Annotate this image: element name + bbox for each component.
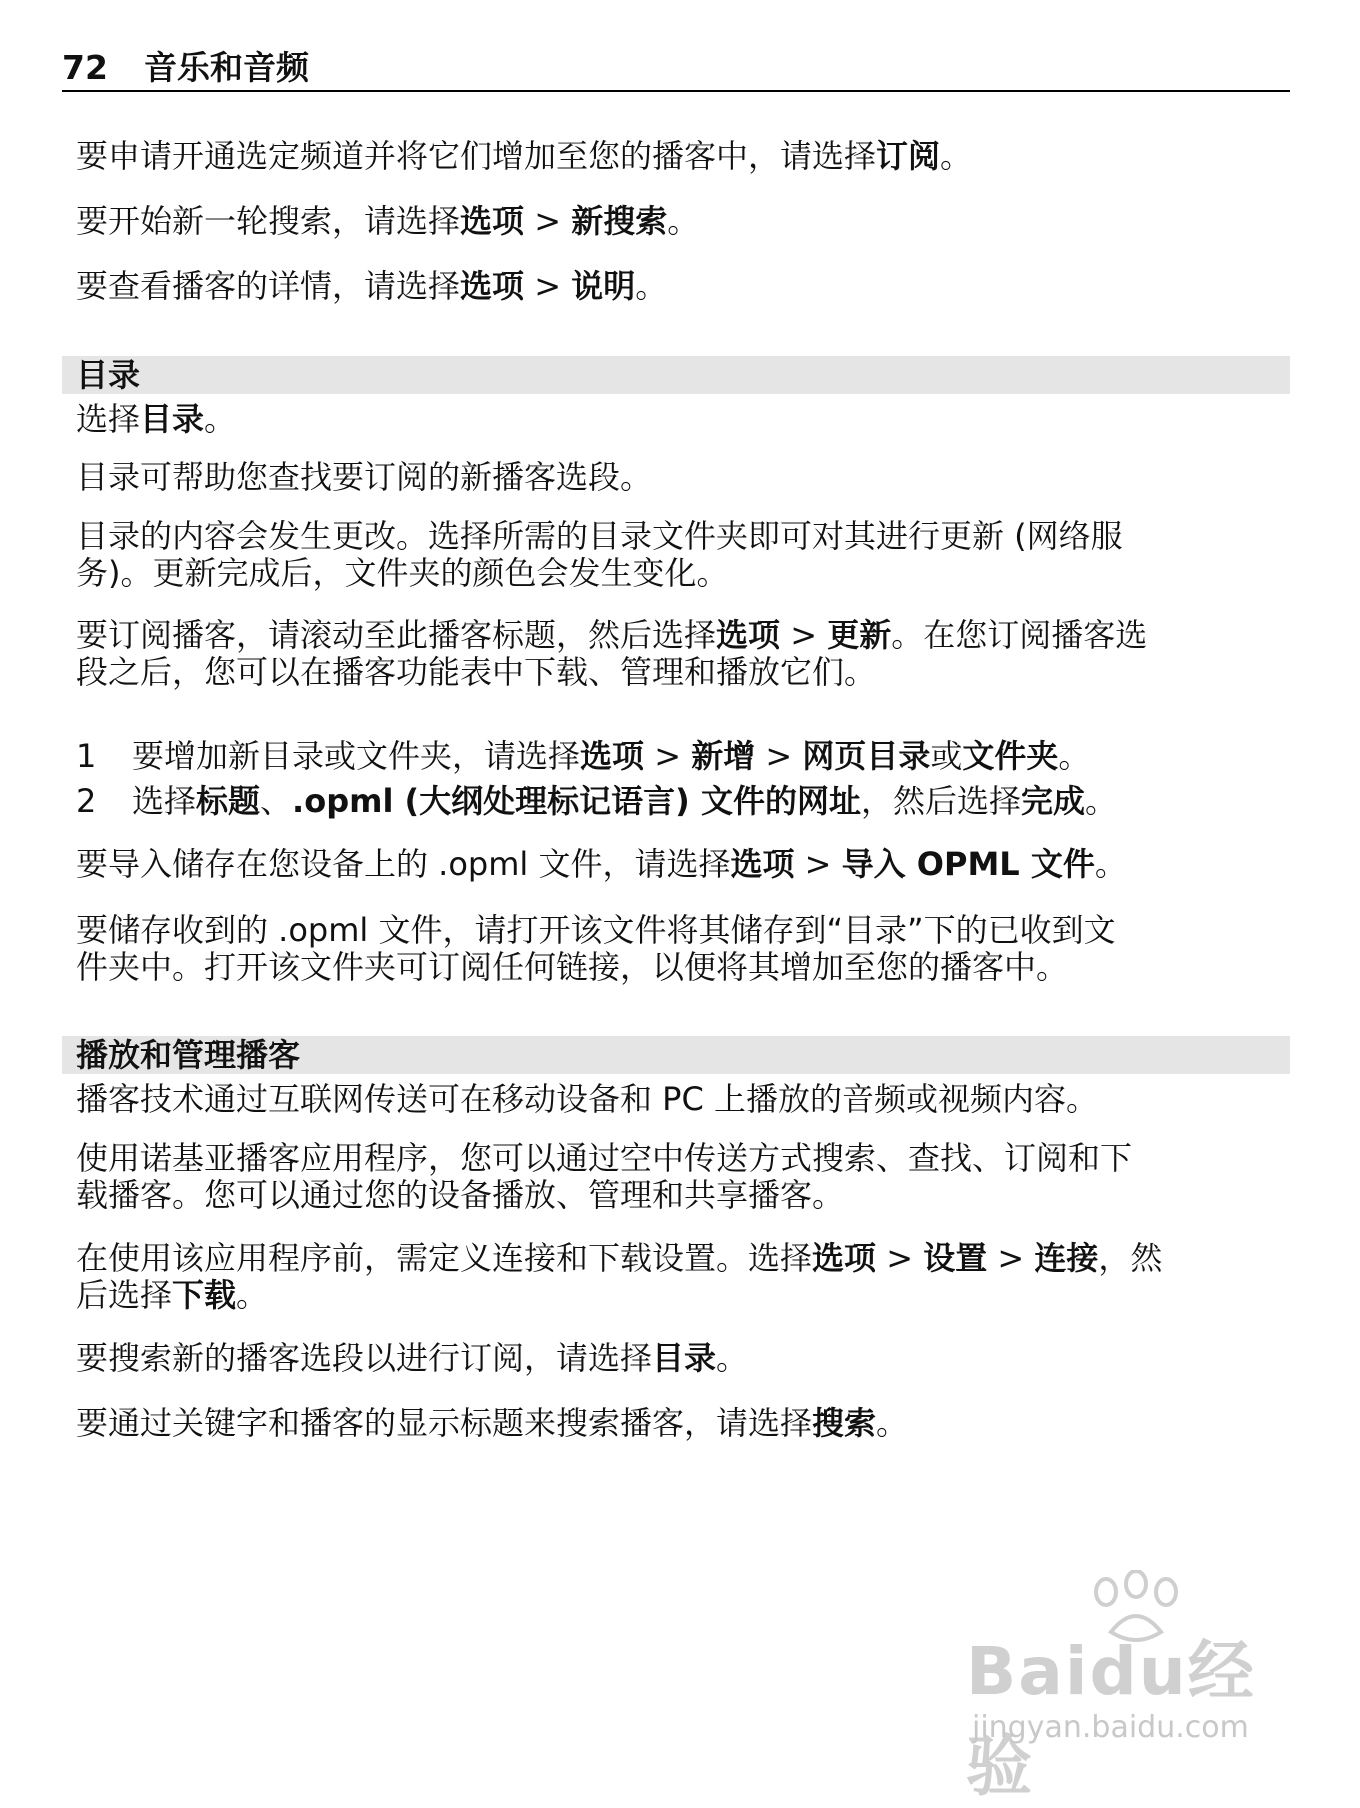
ui-term: 连接 [1034,1239,1099,1277]
text-run: > [524,202,572,240]
text-run: 目录的内容会发生更改。选择所需的目录文件夹即可对其进行更新 (网络服 [76,517,1123,555]
text-run: 要开始新一轮搜索，请选择 [76,202,461,240]
ui-term: 导入 OPML 文件 [841,845,1095,883]
step-number: 1 [76,737,97,775]
ui-term: 选项 [812,1239,877,1277]
section-paragraph [76,1275,1286,1316]
ui-term: 完成 [1020,782,1085,820]
page-header [62,48,1290,92]
text-run: 要申请开通选定频道并将它们增加至您的播客中，请选择 [76,137,877,175]
text-run: 务)。更新完成后，文件夹的颜色会发生变化。 [76,554,729,592]
section-paragraph [76,947,1286,988]
text-run: ，然后选择 [860,782,1021,820]
text-run: 、 [260,782,293,820]
text-run: 要储存收到的 .opml 文件，请打开该文件将其储存到“目录”下的已收到文 [76,911,1116,949]
ui-term: 选项 [460,267,525,305]
numbered-step [76,736,1090,777]
text-run: 要导入储存在您设备上的 .opml 文件，请选择 [76,845,731,883]
ui-term: 新增 [691,737,756,775]
text-run: 要搜索新的播客选段以进行订阅，请选择 [76,1339,653,1377]
ui-term: 选项 [460,202,525,240]
ui-term: 搜索 [812,1404,877,1442]
text-run: > [755,737,803,775]
section-paragraph [76,516,1286,557]
step-text [132,782,1117,820]
text-run: > [780,616,828,654]
section-paragraph [76,1338,1286,1379]
section-paragraph [76,1238,1286,1279]
ui-term: .opml (大纲处理标记语言) 文件的网址 [292,782,861,820]
section-paragraph [76,1138,1286,1179]
text-run: 使用诺基亚播客应用程序，您可以通过空中传送方式搜索、查找、订阅和下 [76,1139,1133,1177]
step-number: 2 [76,782,97,820]
text-run: 播客技术通过互联网传送可在移动设备和 PC 上播放的音频或视频内容。 [76,1080,1098,1118]
step-text [132,737,1090,775]
section-title: 播放和管理播客 [76,1036,301,1074]
text-run: 要查看播客的详情，请选择 [76,267,461,305]
section-paragraph [76,1403,1286,1444]
numbered-step [76,781,1117,822]
intro-paragraph [76,201,1286,242]
section-paragraph [76,844,1286,885]
ui-term: 选项 [730,845,795,883]
ui-term: 目录 [652,1339,717,1377]
ui-term: 网页目录 [802,737,931,775]
text-run: 选择 [76,400,141,438]
intro-paragraph [76,136,1286,177]
ui-term: 目录 [140,400,205,438]
text-run: 段之后，您可以在播客功能表中下载、管理和播放它们。 [76,653,877,691]
ui-term: 订阅 [876,137,941,175]
page-number: 72 [62,48,108,87]
ui-term: 文件夹 [962,737,1059,775]
section-paragraph [76,615,1286,656]
section-paragraph [76,910,1286,951]
ui-term: 设置 [923,1239,988,1277]
section-paragraph [76,457,1286,498]
text-run: 。在您订阅播客选 [891,616,1148,654]
ui-term: 更新 [827,616,892,654]
section-paragraph [76,652,1286,693]
ui-term: 说明 [571,267,636,305]
text-run: 。 [1094,845,1127,883]
text-run: 。 [204,400,237,438]
section-title: 目录 [76,356,141,394]
text-run: 在使用该应用程序前，需定义连接和下载设置。选择 [76,1239,813,1277]
text-run: > [644,737,692,775]
text-run: 目录可帮助您查找要订阅的新播客选段。 [76,458,653,496]
text-run: 。 [940,137,973,175]
watermark-logo: Baidu经验 [966,1633,1256,1805]
text-run: 载播客。您可以通过您的设备播放、管理和共享播客。 [76,1176,845,1214]
text-run: ，然 [1098,1239,1163,1277]
text-run: 。 [236,1276,269,1314]
ui-term: 新搜索 [571,202,668,240]
watermark [966,1570,1296,1805]
section-heading-catalog [62,356,1290,394]
intro-paragraph [76,266,1286,307]
section-paragraph [76,1175,1286,1216]
chapter-title: 音乐和音频 [144,48,309,87]
text-run: 。 [635,267,668,305]
text-run: > [524,267,572,305]
text-run: 。 [1058,737,1091,775]
text-run: 要通过关键字和播客的显示标题来搜索播客，请选择 [76,1404,813,1442]
watermark-url: jingyan.baidu.com [972,1710,1249,1745]
text-run: > [876,1239,924,1277]
text-run: 要订阅播客，请滚动至此播客标题，然后选择 [76,616,717,654]
section-paragraph [76,1079,1286,1120]
text-run: 。 [876,1404,909,1442]
text-run: 或 [930,737,963,775]
section-heading-podcast [62,1036,1290,1074]
text-run: 。 [667,202,700,240]
text-run: > [987,1239,1035,1277]
text-run: 。 [1084,782,1117,820]
ui-term: 下载 [172,1276,237,1314]
text-run: 要增加新目录或文件夹，请选择 [132,737,581,775]
text-run: 件夹中。打开该文件夹可订阅任何链接，以便将其增加至您的播客中。 [76,948,1069,986]
ui-term: 选项 [580,737,645,775]
section-paragraph [76,553,1286,594]
text-run: > [794,845,842,883]
ui-term: 标题 [196,782,261,820]
text-run: 选择 [132,782,197,820]
ui-term: 选项 [716,616,781,654]
text-run: 后选择 [76,1276,173,1314]
section-paragraph [76,399,1286,440]
text-run: 。 [716,1339,749,1377]
